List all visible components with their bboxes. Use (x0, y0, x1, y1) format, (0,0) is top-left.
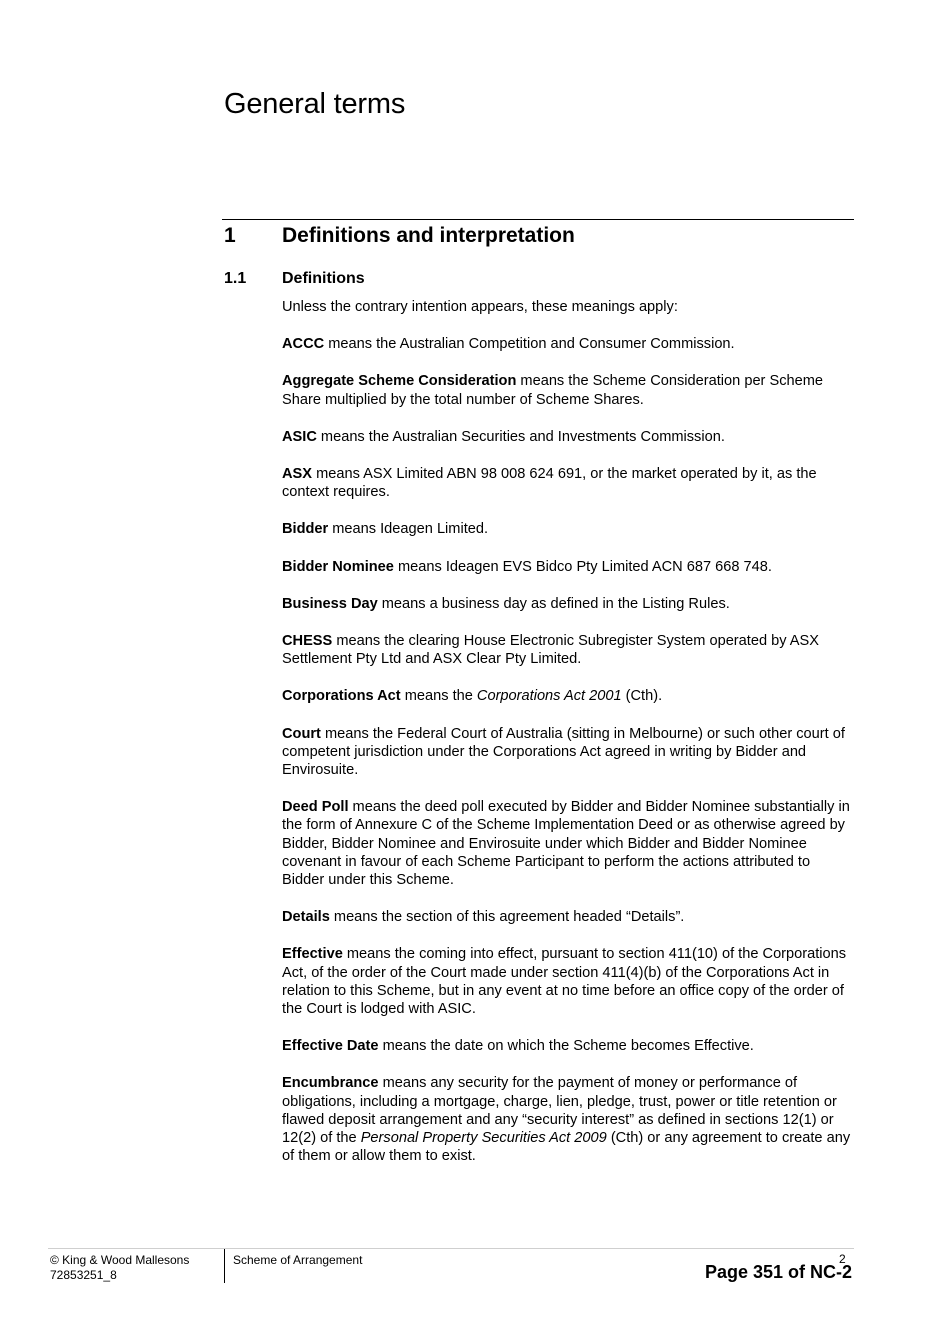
definition-term: Effective Date (282, 1038, 379, 1055)
definition-item (282, 1074, 854, 1165)
definition-term: Encumbrance (282, 1075, 379, 1092)
definition-item (282, 465, 854, 501)
page-stamp: Page 351 of NC-2 (704, 1262, 852, 1282)
definition-text: means the coming into effect, pursuant to section 411(10) of the Corporations Act, of the order of the Court made under section 411(4)(b) of the Corporations Act in relation to this Scheme, but in any event at no time before an office copy of the order of the Court is lodged with ASIC. (282, 946, 847, 1018)
definition-text: means the Australian Competition and Consumer Commission. (324, 336, 735, 353)
footer-page-number: 2 (839, 1252, 846, 1266)
definition-text: means a business day as defined in the Listing Rules. (377, 595, 730, 612)
definition-term: Bidder Nominee (282, 558, 394, 575)
definition-text: means the date on which the Scheme becomes Effective. (378, 1038, 754, 1055)
definition-text-after: (Cth) or any agreement to create any of them or allow them to exist. (282, 1130, 851, 1165)
definition-italic: Corporations Act 2001 (476, 688, 622, 705)
definition-term: Court (282, 725, 321, 742)
definition-term: Deed Poll (282, 799, 349, 816)
definitions-list (282, 335, 854, 1165)
definition-item (282, 1037, 854, 1055)
definition-item (282, 558, 854, 576)
footer-vertical-rule (224, 1249, 225, 1283)
definition-item (282, 725, 854, 780)
footer-divider (48, 1248, 854, 1249)
definition-item (282, 632, 854, 668)
definition-text: means the clearing House Electronic Subregister System operated by ASX Settlement Pty Ltd and ASX Clear Pty Limited. (282, 633, 819, 668)
definition-text: means the (400, 688, 477, 705)
definition-item (282, 687, 854, 705)
definition-text: means Ideagen Limited. (328, 521, 489, 538)
definition-term: Aggregate Scheme Consideration (282, 373, 517, 390)
definition-term: Details (282, 909, 330, 926)
definition-text: means the Australian Securities and Investments Commission. (316, 428, 725, 445)
definitions-body (282, 298, 854, 1185)
definition-text: means the Federal Court of Australia (sitting in Melbourne) or such other court of competent jurisdiction under the Corporations Act agreed in writing by Bidder and Envirosuite. (282, 725, 845, 779)
definition-italic: Personal Property Securities Act 2009 (360, 1130, 607, 1147)
definition-text: means Ideagen EVS Bidco Pty Limited ACN 687 668 748. (393, 558, 772, 575)
definition-text-after: (Cth). (621, 688, 663, 705)
subsection-number: 1.1 (224, 270, 247, 287)
definition-term: Business Day (282, 595, 378, 612)
definition-term: Effective (282, 946, 343, 963)
definition-text: means the Scheme Consideration per Scheme Share multiplied by the total number of Scheme Shares. (282, 373, 824, 408)
definition-item (282, 595, 854, 613)
definition-item (282, 908, 854, 926)
section-number: 1 (224, 224, 236, 247)
definition-text: means ASX Limited ABN 98 008 624 691, or the market operated by it, as the context requires. (282, 466, 817, 501)
footer-left (50, 1253, 189, 1283)
definition-text: means the section of this agreement headed “Details”. (329, 909, 685, 926)
definition-term: Bidder (282, 521, 329, 538)
definition-item (282, 520, 854, 538)
definition-item (282, 428, 854, 446)
definition-term: Corporations Act (282, 688, 401, 705)
footer-copyright: © King & Wood Mallesons (50, 1253, 190, 1267)
definition-term: ASX (282, 466, 313, 483)
definition-term: CHESS (282, 633, 333, 650)
section-label: Definitions and interpretation (282, 224, 575, 247)
footer-doc-number: 72853251_8 (50, 1268, 117, 1282)
page-title: General terms (224, 88, 406, 120)
definition-item (282, 372, 854, 408)
definition-text: means any security for the payment of money or performance of obligations, including a mortgage, charge, lien, pledge, trust, power or title retention or flawed deposit arrangement and any “security interest” as defined in sections 12(1) or 12(2) of the (282, 1075, 837, 1147)
definition-term: ACCC (282, 336, 325, 353)
definition-item (282, 798, 854, 889)
intro-paragraph: Unless the contrary intention appears, these meanings apply: (282, 299, 678, 315)
footer-doc-name: Scheme of Arrangement (233, 1253, 363, 1267)
subsection-label: Definitions (282, 270, 365, 287)
definition-term: ASIC (282, 428, 317, 445)
definition-item (282, 945, 854, 1018)
section-divider (222, 219, 854, 220)
definition-text: means the deed poll executed by Bidder and Bidder Nominee substantially in the form of Annexure C of the Scheme Implementation Deed or as otherwise agreed by Bidder, Bidder Nominee and Envirosuite under which Bidder and Bidder Nominee covenant in favour of each Scheme Participant to perform the actions attributed to Bidder under this Scheme. (282, 799, 850, 889)
definition-item (282, 335, 854, 353)
